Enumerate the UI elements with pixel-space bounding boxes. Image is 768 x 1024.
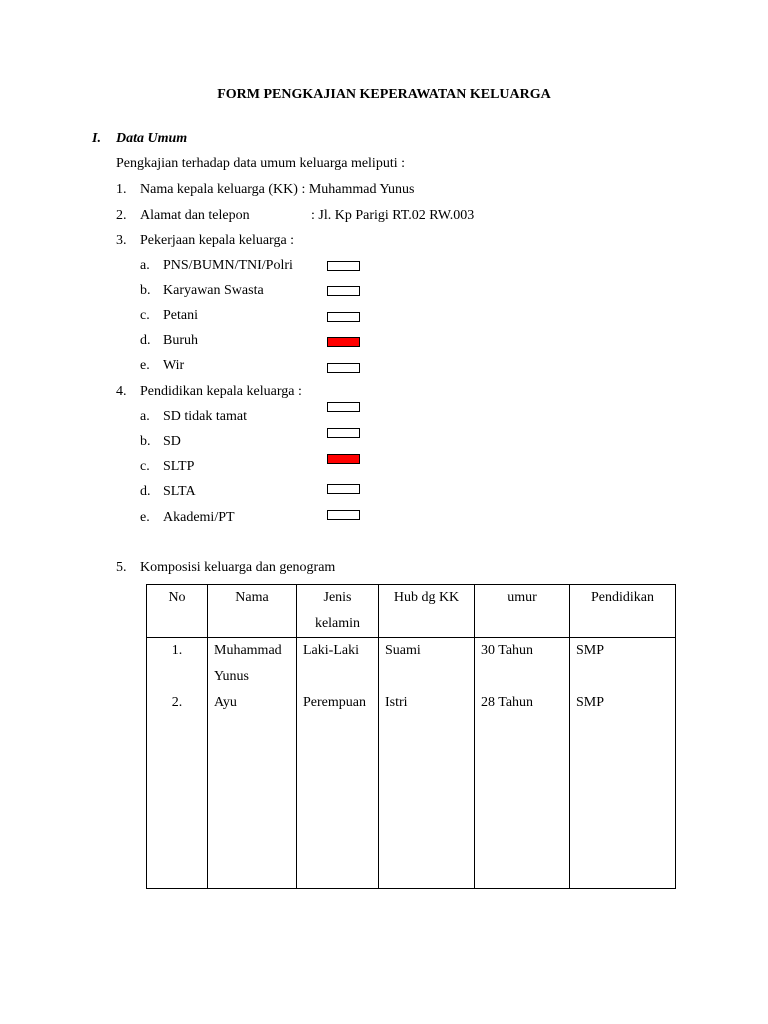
column-header-hub-dg-kk: Hub dg KK xyxy=(379,585,475,638)
option-label: SLTA xyxy=(163,484,196,499)
option-label: Karyawan Swasta xyxy=(163,283,264,298)
form-title: FORM PENGKAJIAN KEPERAWATAN KELUARGA xyxy=(217,87,551,102)
cell-pendidikan: SMP xyxy=(570,638,676,691)
option-label: Buruh xyxy=(163,333,198,348)
item-5-label: Komposisi keluarga dan genogram xyxy=(140,560,336,575)
section-intro: Pengkajian terhadap data umum keluarga meliputi : xyxy=(116,156,405,171)
option-letter: c. xyxy=(140,308,150,323)
cell-nama: Ayu xyxy=(208,690,297,889)
item-2-label: Alamat dan telepon xyxy=(140,208,250,223)
table-row xyxy=(147,638,676,691)
cell-hub-dg-kk: Istri xyxy=(379,690,475,889)
education-checkbox-slta[interactable] xyxy=(327,484,360,494)
option-letter: a. xyxy=(140,409,150,424)
option-label: SD xyxy=(163,434,181,449)
cell-umur: 30 Tahun xyxy=(475,638,570,691)
item-2-value: : Jl. Kp Parigi RT.02 RW.003 xyxy=(311,208,475,223)
occupation-checkbox-buruh[interactable] xyxy=(327,337,360,347)
column-header-pendidikan: Pendidikan xyxy=(570,585,676,638)
option-label: Petani xyxy=(163,308,198,323)
option-letter: e. xyxy=(140,510,150,525)
section-number: I. xyxy=(92,131,101,146)
education-checkbox-sd-tidak-tamat[interactable] xyxy=(327,402,360,412)
option-letter: b. xyxy=(140,434,151,449)
column-header-jenis-kelamin xyxy=(297,585,379,638)
option-letter: d. xyxy=(140,484,151,499)
cell-jenis-kelamin: Laki-Laki xyxy=(297,638,379,691)
cell-no: 2. xyxy=(147,690,208,889)
option-label: SLTP xyxy=(163,459,195,474)
education-checkbox-sd[interactable] xyxy=(327,428,360,438)
option-letter: a. xyxy=(140,258,150,273)
cell-umur: 28 Tahun xyxy=(475,690,570,889)
cell-hub-dg-kk: Suami xyxy=(379,638,475,691)
column-header-jenis-kelamin-text: Jenis kelamin xyxy=(314,590,361,631)
option-label: SD tidak tamat xyxy=(163,409,247,424)
item-1-label: Nama kepala keluarga (KK) : Muhammad Yunus xyxy=(140,182,415,197)
item-2-number: 2. xyxy=(116,208,127,223)
cell-nama: Muhammad Yunus xyxy=(208,638,297,691)
table-header-row xyxy=(147,585,676,638)
cell-jenis-kelamin: Perempuan xyxy=(297,690,379,889)
option-letter: d. xyxy=(140,333,151,348)
table-row xyxy=(147,690,676,889)
occupation-checkbox-wir[interactable] xyxy=(327,363,360,373)
option-letter: b. xyxy=(140,283,151,298)
column-header-umur: umur xyxy=(475,585,570,638)
item-3-number: 3. xyxy=(116,233,127,248)
section-title: Data Umum xyxy=(116,131,188,146)
occupation-checkbox-karyawan[interactable] xyxy=(327,286,360,296)
item-4-label: Pendidikan kepala keluarga : xyxy=(140,384,302,399)
item-5-number: 5. xyxy=(116,560,127,575)
item-3-label: Pekerjaan kepala keluarga : xyxy=(140,233,295,248)
option-label: Akademi/PT xyxy=(163,510,235,525)
option-label: PNS/BUMN/TNI/Polri xyxy=(163,258,293,273)
family-composition-table xyxy=(146,584,676,889)
education-checkbox-sltp[interactable] xyxy=(327,454,360,464)
cell-no: 1. xyxy=(147,638,208,691)
option-letter: c. xyxy=(140,459,150,474)
item-1-number: 1. xyxy=(116,182,127,197)
item-4-number: 4. xyxy=(116,384,127,399)
occupation-checkbox-pns[interactable] xyxy=(327,261,360,271)
option-label: Wir xyxy=(163,358,185,373)
column-header-no: No xyxy=(147,585,208,638)
occupation-checkbox-petani[interactable] xyxy=(327,312,360,322)
cell-pendidikan: SMP xyxy=(570,690,676,889)
education-checkbox-akademi[interactable] xyxy=(327,510,360,520)
option-letter: e. xyxy=(140,358,150,373)
column-header-nama: Nama xyxy=(208,585,297,638)
